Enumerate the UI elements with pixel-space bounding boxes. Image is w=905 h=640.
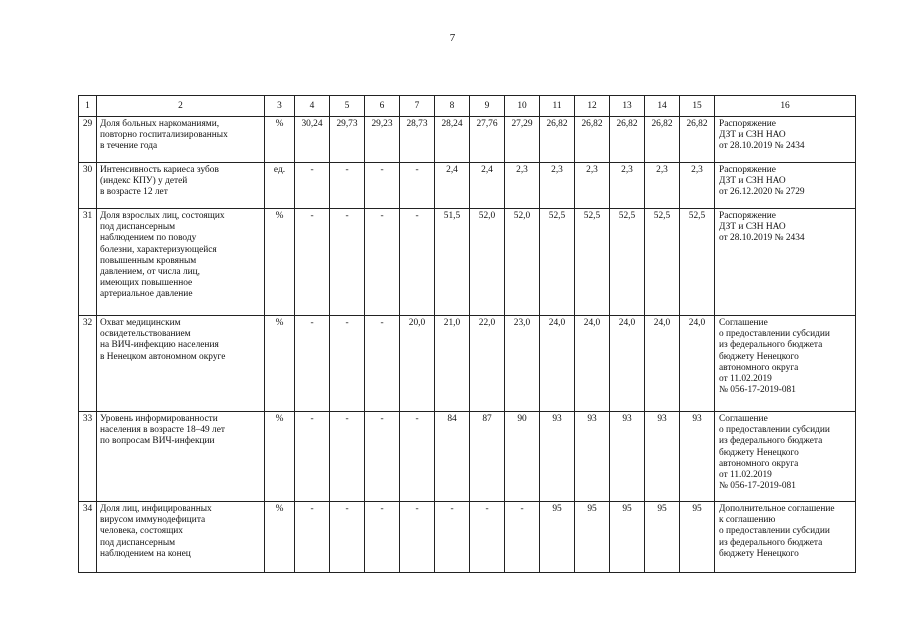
- value-cell: 95: [575, 502, 610, 573]
- value-cell: 27,29: [505, 117, 540, 163]
- source-document: [715, 316, 856, 412]
- indicator-line: наблюдением по поводу: [100, 233, 197, 244]
- value-cell: 28,73: [400, 117, 435, 163]
- header-cell: 9: [470, 96, 505, 117]
- value-cell: -: [435, 502, 470, 573]
- value-cell: 26,82: [645, 117, 680, 163]
- value-cell: -: [330, 502, 365, 573]
- row-number: 29: [79, 117, 97, 163]
- value-cell: 87: [470, 412, 505, 502]
- source-document: [715, 117, 856, 163]
- indicator-line: Доля взрослых лиц, состоящих: [100, 211, 225, 221]
- source-line: от 28.10.2019 № 2434: [719, 141, 805, 152]
- value-cell: 24,0: [680, 316, 715, 412]
- table-row: [79, 117, 856, 163]
- value-cell: -: [295, 163, 330, 209]
- table-row: [79, 502, 856, 573]
- value-cell: -: [400, 209, 435, 316]
- value-cell: 21,0: [435, 316, 470, 412]
- value-cell: 23,0: [505, 316, 540, 412]
- row-number: 31: [79, 209, 97, 316]
- indicator-line: Доля лиц, инфицированных: [100, 504, 212, 514]
- value-cell: 52,5: [540, 209, 575, 316]
- indicator-line: Охват медицинским: [100, 318, 181, 328]
- indicator-line: Доля больных наркоманиями,: [100, 119, 220, 129]
- header-cell: 5: [330, 96, 365, 117]
- value-cell: -: [365, 163, 400, 209]
- source-line: о предоставлении субсидии: [719, 526, 830, 537]
- header-cell: 10: [505, 96, 540, 117]
- source-document: [715, 412, 856, 502]
- table-row: [79, 412, 856, 502]
- value-cell: -: [330, 316, 365, 412]
- value-cell: 2,4: [470, 163, 505, 209]
- source-document: [715, 163, 856, 209]
- value-cell: 2,3: [505, 163, 540, 209]
- source-line: из федерального бюджета: [719, 340, 823, 351]
- source-line: о предоставлении субсидии: [719, 329, 830, 340]
- value-cell: 52,5: [575, 209, 610, 316]
- value-cell: 90: [505, 412, 540, 502]
- indicator-line: вирусом иммунодефицита: [100, 515, 206, 526]
- indicator-line: имеющих повышенное: [100, 278, 193, 289]
- indicator-line: Интенсивность кариеса зубов: [100, 165, 219, 175]
- value-cell: 93: [645, 412, 680, 502]
- source-line: к соглашению: [719, 515, 776, 526]
- value-cell: 52,5: [680, 209, 715, 316]
- header-cell: 4: [295, 96, 330, 117]
- value-cell: 93: [610, 412, 645, 502]
- value-cell: 2,3: [610, 163, 645, 209]
- value-cell: 26,82: [610, 117, 645, 163]
- source-line: № 056-17-2019-081: [719, 385, 796, 396]
- indicator-line: повышенным кровяным: [100, 255, 197, 266]
- table-row: [79, 316, 856, 412]
- value-cell: -: [400, 412, 435, 502]
- source-line: ДЗТ и СЗН НАО: [719, 130, 786, 141]
- value-cell: -: [365, 502, 400, 573]
- indicator-line: под диспансерным: [100, 222, 176, 233]
- value-cell: 24,0: [575, 316, 610, 412]
- value-cell: 51,5: [435, 209, 470, 316]
- row-number: 30: [79, 163, 97, 209]
- row-number: 32: [79, 316, 97, 412]
- indicator-line: артериальное давление: [100, 289, 193, 300]
- source-line: Распоряжение: [719, 211, 776, 221]
- value-cell: 26,82: [680, 117, 715, 163]
- indicator-line: в возрасте 12 лет: [100, 187, 168, 198]
- row-number: 34: [79, 502, 97, 573]
- indicator-name: [97, 412, 265, 502]
- indicator-line: (индекс КПУ) у детей: [100, 176, 188, 187]
- value-cell: 22,0: [470, 316, 505, 412]
- unit-cell: ед.: [265, 163, 295, 209]
- source-line: бюджету Ненецкого: [719, 548, 799, 559]
- value-cell: -: [330, 412, 365, 502]
- value-cell: 29,23: [365, 117, 400, 163]
- source-line: Дополнительное соглашение: [719, 504, 835, 514]
- indicator-name: [97, 209, 265, 316]
- indicator-name: [97, 502, 265, 573]
- header-row: [79, 96, 856, 117]
- header-cell: 15: [680, 96, 715, 117]
- header-cell: 6: [365, 96, 400, 117]
- value-cell: -: [295, 412, 330, 502]
- value-cell: -: [295, 209, 330, 316]
- value-cell: 24,0: [645, 316, 680, 412]
- table-row: [79, 163, 856, 209]
- value-cell: -: [295, 316, 330, 412]
- table-row: [79, 209, 856, 316]
- source-line: ДЗТ и СЗН НАО: [719, 176, 786, 187]
- value-cell: 2,3: [645, 163, 680, 209]
- page-number: 7: [449, 32, 456, 44]
- header-cell: 2: [97, 96, 265, 117]
- header-cell: 3: [265, 96, 295, 117]
- value-cell: -: [365, 412, 400, 502]
- value-cell: 27,76: [470, 117, 505, 163]
- indicator-line: человека, состоящих: [100, 526, 183, 537]
- value-cell: 52,0: [470, 209, 505, 316]
- value-cell: 24,0: [540, 316, 575, 412]
- indicator-name: [97, 316, 265, 412]
- indicator-line: освидетельствованием: [100, 329, 191, 340]
- value-cell: 20,0: [400, 316, 435, 412]
- unit-cell: %: [265, 316, 295, 412]
- indicator-line: наблюдением на конец: [100, 548, 191, 559]
- source-document: [715, 209, 856, 316]
- source-line: от 28.10.2019 № 2434: [719, 233, 805, 244]
- header-cell: 13: [610, 96, 645, 117]
- header-cell: 7: [400, 96, 435, 117]
- indicator-line: давлением, от числа лиц,: [100, 267, 201, 278]
- value-cell: 95: [680, 502, 715, 573]
- indicator-line: под диспансерным: [100, 537, 176, 548]
- value-cell: 95: [645, 502, 680, 573]
- value-cell: 30,24: [295, 117, 330, 163]
- indicator-line: повторно госпитализированных: [100, 130, 228, 141]
- source-line: из федерального бюджета: [719, 537, 823, 548]
- value-cell: 84: [435, 412, 470, 502]
- value-cell: 95: [540, 502, 575, 573]
- value-cell: -: [295, 502, 330, 573]
- source-document: [715, 502, 856, 573]
- value-cell: 52,5: [645, 209, 680, 316]
- indicators-table: [78, 95, 856, 573]
- value-cell: -: [365, 316, 400, 412]
- indicator-name: [97, 163, 265, 209]
- value-cell: -: [330, 163, 365, 209]
- value-cell: 2,3: [540, 163, 575, 209]
- value-cell: -: [400, 502, 435, 573]
- value-cell: -: [400, 163, 435, 209]
- value-cell: 52,0: [505, 209, 540, 316]
- source-line: о предоставлении субсидии: [719, 425, 830, 436]
- value-cell: -: [470, 502, 505, 573]
- value-cell: 95: [610, 502, 645, 573]
- source-line: Соглашение: [719, 318, 768, 328]
- indicator-name: [97, 117, 265, 163]
- row-number: 33: [79, 412, 97, 502]
- source-line: ДЗТ и СЗН НАО: [719, 222, 786, 233]
- unit-cell: %: [265, 209, 295, 316]
- header-cell: 11: [540, 96, 575, 117]
- value-cell: 29,73: [330, 117, 365, 163]
- value-cell: 2,3: [575, 163, 610, 209]
- indicator-line: в Ненецком автономном округе: [100, 351, 226, 362]
- unit-cell: %: [265, 502, 295, 573]
- value-cell: 93: [575, 412, 610, 502]
- source-line: автономного округа: [719, 458, 799, 469]
- indicator-line: Уровень информированности: [100, 414, 218, 424]
- source-line: Соглашение: [719, 414, 768, 424]
- source-line: Распоряжение: [719, 119, 776, 129]
- indicator-line: населения в возрасте 18–49 лет: [100, 425, 225, 436]
- indicator-line: болезни, характеризующейся: [100, 244, 217, 255]
- value-cell: -: [365, 209, 400, 316]
- indicator-line: на ВИЧ-инфекцию населения: [100, 340, 219, 351]
- value-cell: 26,82: [540, 117, 575, 163]
- value-cell: 93: [540, 412, 575, 502]
- header-cell: 12: [575, 96, 610, 117]
- source-line: от 11.02.2019: [719, 374, 772, 385]
- value-cell: 26,82: [575, 117, 610, 163]
- value-cell: -: [330, 209, 365, 316]
- header-cell: 8: [435, 96, 470, 117]
- value-cell: 52,5: [610, 209, 645, 316]
- source-line: Распоряжение: [719, 165, 776, 175]
- header-cell: 1: [79, 96, 97, 117]
- header-cell: 16: [715, 96, 856, 117]
- source-line: бюджету Ненецкого: [719, 351, 799, 362]
- source-line: бюджету Ненецкого: [719, 447, 799, 458]
- source-line: от 11.02.2019: [719, 470, 772, 481]
- source-line: из федерального бюджета: [719, 436, 823, 447]
- unit-cell: %: [265, 412, 295, 502]
- source-line: от 26.12.2020 № 2729: [719, 187, 805, 198]
- header-cell: 14: [645, 96, 680, 117]
- indicator-line: в течение года: [100, 141, 158, 152]
- indicator-line: по вопросам ВИЧ-инфекции: [100, 436, 215, 447]
- unit-cell: %: [265, 117, 295, 163]
- source-line: автономного округа: [719, 362, 799, 373]
- value-cell: 2,4: [435, 163, 470, 209]
- value-cell: 24,0: [610, 316, 645, 412]
- value-cell: 2,3: [680, 163, 715, 209]
- value-cell: 28,24: [435, 117, 470, 163]
- value-cell: -: [505, 502, 540, 573]
- source-line: № 056-17-2019-081: [719, 481, 796, 492]
- value-cell: 93: [680, 412, 715, 502]
